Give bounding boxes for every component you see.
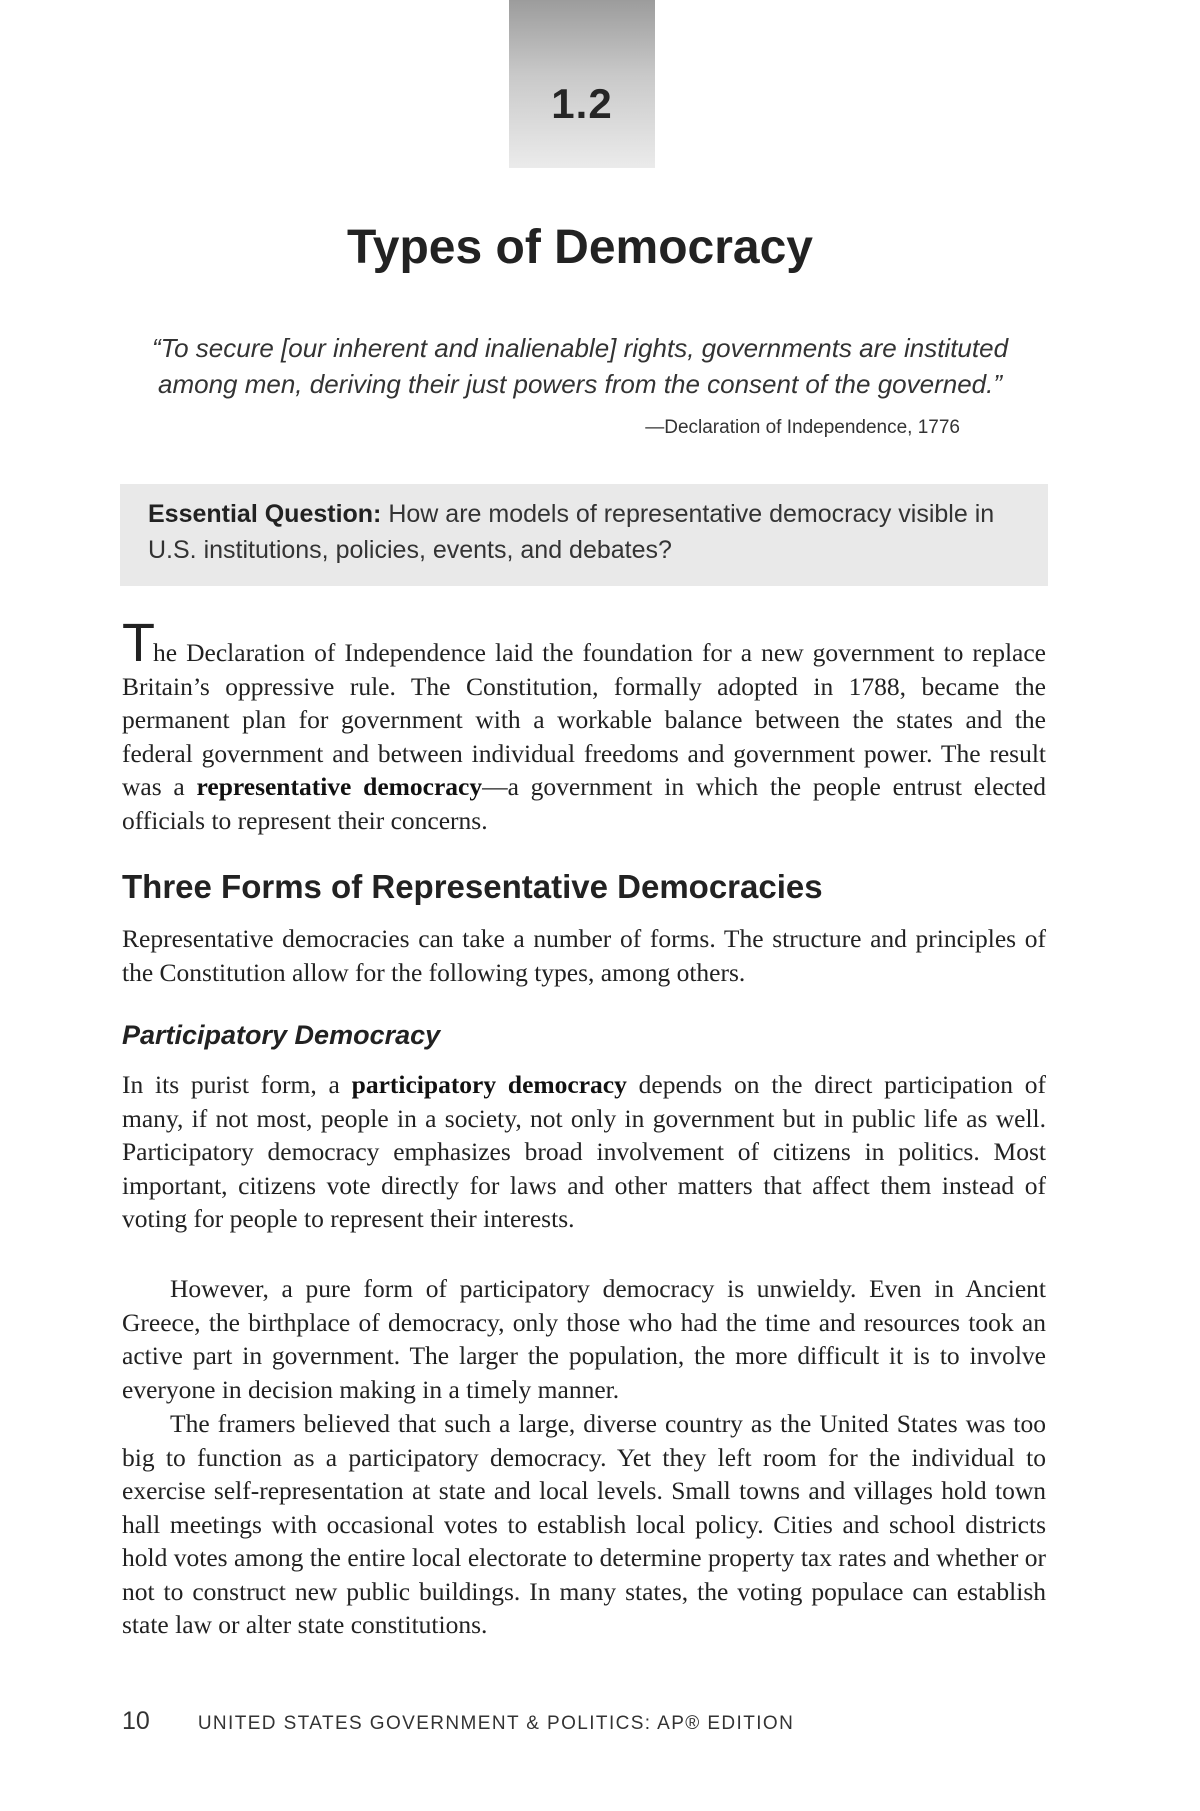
key-term-representative-democracy: representative democracy: [196, 772, 483, 801]
epigraph-quote-line-2: among men, deriving their just powers from the consent of the governed.”: [158, 369, 1002, 399]
essential-question-text: How are models of representative democracy visible in U.S. institutions, policies, events, and debates?: [148, 500, 995, 564]
forms-paragraph: Representative democracies can take a number of forms. The structure and principles of the Constitution allow for the following types, among others.: [122, 924, 1046, 987]
epigraph-quote-line-1: “To secure [our inherent and inalienable] rights, governments are instituted: [151, 333, 1009, 363]
epigraph-source: —Declaration of Independence, 1776: [645, 417, 960, 438]
intro-paragraph: [122, 613, 1046, 837]
intro-text-start: he Declaration of Independence laid the foundation for a new government to replace Britain’s oppressive rule. The Constitution, formally adopted in 1788, became the permanent plan for government with a workable balance between the states and the federal government and between individual freedoms and government power. The result was a: [122, 638, 1046, 801]
section-number: 1.2: [551, 80, 613, 127]
page-footer: [122, 1707, 794, 1736]
section-tab: [509, 0, 655, 168]
intro-text-end: —a government in which the people entrust elected officials to represent their concerns.: [122, 772, 1046, 835]
subheading-participatory-democracy: Participatory Democracy: [122, 1020, 441, 1050]
drop-cap: T: [122, 613, 153, 673]
running-head: UNITED STATES GOVERNMENT & POLITICS: AP® EDITION: [197, 1713, 795, 1734]
essential-question-box: [120, 484, 1048, 586]
page-number: 10: [122, 1707, 150, 1735]
heading-three-forms: Three Forms of Representative Democracies: [122, 868, 823, 905]
epigraph-quote: [110, 330, 1050, 402]
essential-question-label: Essential Question:: [148, 500, 382, 528]
framers-paragraph: The framers believed that such a large, diverse country as the United States was too big to function as a participatory democracy. Yet they left room for the individual to exercise self-representation at state and local levels. Small towns and villages hold town hall meetings with occasional votes to establish local policy. Cities and school districts hold votes among the entire local electorate to determine property tax rates and whether or not to construct new public buildings. In many states, the voting populace can establish state law or alter state constitutions.: [122, 1409, 1046, 1639]
however-paragraph: However, a pure form of participatory democracy is unwieldy. Even in Ancient Greece, the birthplace of democracy, only those who had the time and resources took an active part in government. The larger the population, the more difficult it is to involve everyone in decision making in a timely manner.: [122, 1274, 1046, 1404]
participatory-text-start: In its purist form, a: [122, 1070, 352, 1099]
participatory-text-end: depends on the direct participation of many, if not most, people in a society, not only in government but in public life as well. Participatory democracy emphasizes broad involvement of citizens in politics. Most important, citizens vote directly for laws and other matters that affect them instead of voting for people to represent their interests.: [122, 1070, 1047, 1233]
page-title: Types of Democracy: [347, 221, 813, 274]
participatory-paragraph: [122, 1068, 1046, 1236]
key-term-participatory-democracy: participatory democracy: [351, 1070, 627, 1099]
